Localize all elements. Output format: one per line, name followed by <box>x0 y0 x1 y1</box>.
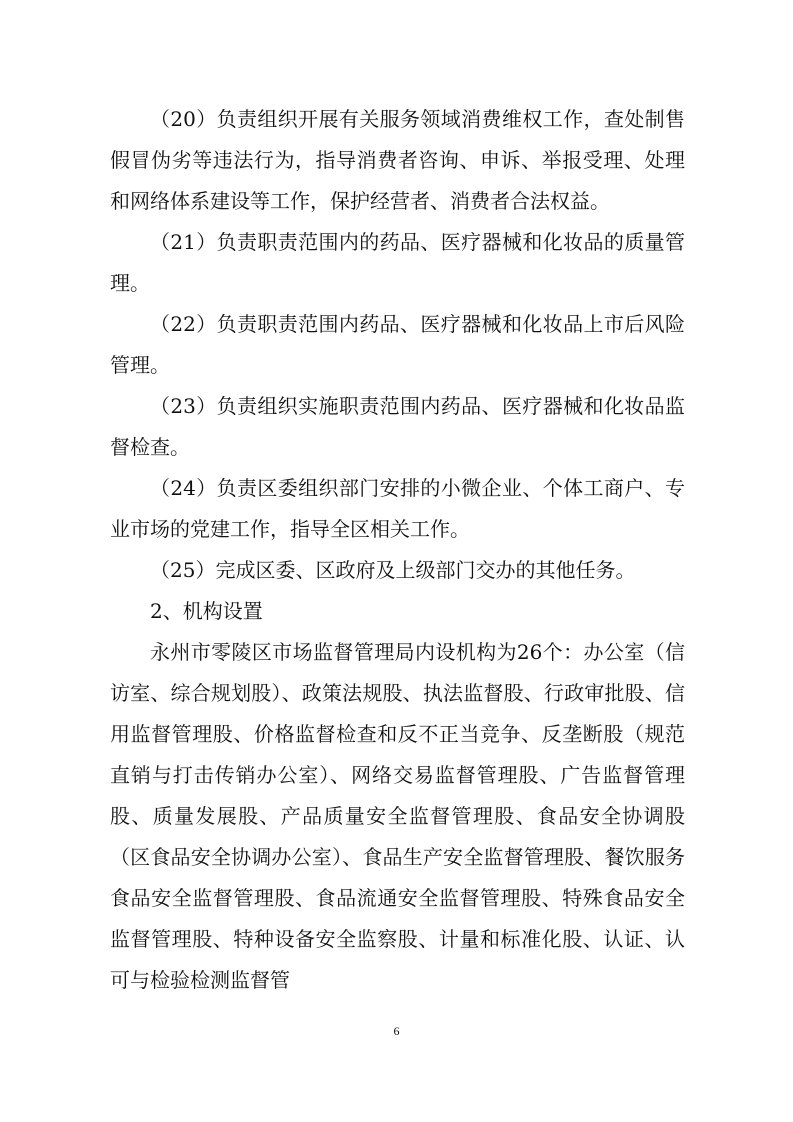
paragraph-item-24: （24）负责区委组织部门安排的小微企业、个体工商户、专业市场的党建工作，指导全区相关工作。 <box>110 476 685 541</box>
paragraph-item-22: （22）负责职责范围内药品、医疗器械和化妆品上市后风险管理。 <box>110 312 685 377</box>
section-heading: 2、机构设置 <box>150 599 263 623</box>
paragraph-item-20: （20）负责组织开展有关服务领域消费维权工作，查处制售假冒伪劣等违法行为，指导消费者咨询、申诉、举报受理、处理和网络体系建设等工作，保护经营者、消费者合法权益。 <box>110 107 685 213</box>
section-paragraph: 永州市零陵区市场监督管理局内设机构为26个：办公室（信访室、综合规划股）、政策法规股、执法监督股、行政审批股、信用监督管理股、价格监督检查和反不正当竞争、反垄断股（规范直销与打击传销办公室）、网络交易监督管理股、广告监督管理股、质量发展股、产品质量安全监督管理股、食品安全协调股（区食品安全协调办公室）、食品生产安全监督管理股、餐饮服务食品安全监督管理股、食品流通安全监督管理股、特殊食品安全监督管理股、特种设备安全监察股、计量和标准化股、认证、认可与检验检测监督管 <box>110 640 685 992</box>
paragraph-item-21: （21）负责职责范围内的药品、医疗器械和化妆品的质量管理。 <box>110 230 685 295</box>
paragraph-item-25: （25）完成区委、区政府及上级部门交办的其他任务。 <box>150 558 636 582</box>
page-body <box>110 99 685 1001</box>
paragraph-item-23: （23）负责组织实施职责范围内药品、医疗器械和化妆品监督检查。 <box>110 394 685 459</box>
page-number: 6 <box>393 1024 400 1038</box>
